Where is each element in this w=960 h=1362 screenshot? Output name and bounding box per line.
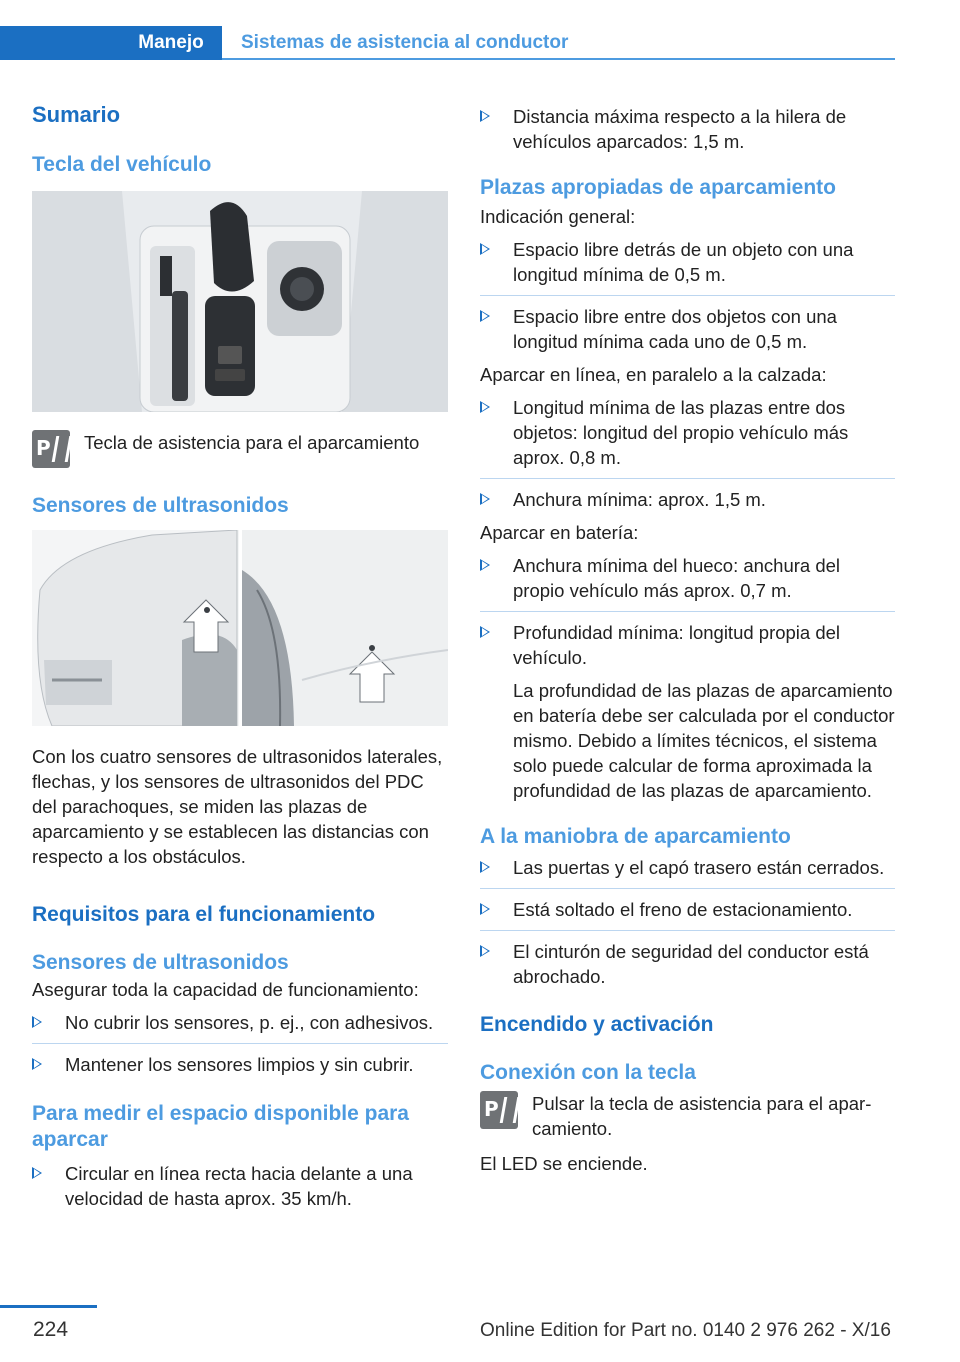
linea-list xyxy=(480,395,895,512)
medir-list xyxy=(32,1161,448,1211)
park-assist-icon: P xyxy=(480,1091,518,1129)
bullet-triangle-icon xyxy=(480,945,490,957)
dist-list xyxy=(480,104,895,154)
page-number: 224 xyxy=(33,1318,69,1341)
bateria-list xyxy=(480,553,895,803)
console-illustration xyxy=(32,191,448,412)
list-item: El cinturón de seguridad del conductor está abrochado. xyxy=(480,939,895,989)
header-chapter-title: Sistemas de asistencia al conductor xyxy=(241,32,569,53)
list-item: Anchura mínima del hueco: anchura del propio vehículo más aprox. 0,7 m. xyxy=(480,553,895,603)
conexion-text: Pulsar la tecla de asistencia para el aparcamiento. xyxy=(532,1093,872,1139)
page-header xyxy=(0,26,895,60)
bullet-triangle-icon xyxy=(480,903,490,915)
heading-requisitos: Requisitos para el funcionamiento xyxy=(32,903,376,926)
tecla-caption: Tecla de asistencia para el aparcamiento xyxy=(84,432,420,453)
tecla-caption-row xyxy=(32,430,448,472)
heading-sumario: Sumario xyxy=(32,102,121,127)
bullet-triangle-icon xyxy=(480,401,490,413)
list-divider xyxy=(480,930,895,931)
general-list xyxy=(480,237,895,354)
sensores-text: Con los cuatro sensores de ultrasonidos laterales, flechas, y los sensores de ultrasonidos del PDC del parachoques, se miden las plazas de aparcamiento y se establecen las distancias con respecto a los obstáculos. xyxy=(32,746,443,867)
sensor-list xyxy=(32,1010,448,1077)
list-item: No cubrir los sensores, p. ej., con adhesivos. xyxy=(32,1010,448,1035)
header-rule xyxy=(222,58,895,60)
header-section-tab: Manejo xyxy=(120,26,222,60)
heading-maniobra: A la maniobra de aparcamiento xyxy=(480,825,791,848)
list-item: Anchura mínima: aprox. 1,5 m. xyxy=(480,487,895,512)
list-divider xyxy=(480,611,895,612)
linea-text: Aparcar en línea, en paralelo a la calzada: xyxy=(480,364,827,385)
bateria-text: Aparcar en batería: xyxy=(480,522,639,543)
heading-sensores: Sensores de ultrasonidos xyxy=(32,494,289,517)
list-divider xyxy=(480,888,895,889)
list-item: Está soltado el freno de estacionamiento. xyxy=(480,897,895,922)
list-item: Distancia máxima respecto a la hilera de vehículos aparcados: 1,5 m. xyxy=(480,104,895,154)
bullet-triangle-icon xyxy=(480,861,490,873)
list-item: Longitud mínima de las plazas entre dos objetos: longitud del propio vehículo más aprox. 0,8 m. xyxy=(480,395,895,470)
heading-medir: Para medir el espacio disponible para aparcar xyxy=(32,1102,409,1151)
heading-plazas: Plazas apropiadas de aparcamiento xyxy=(480,176,836,199)
bullet-triangle-icon xyxy=(32,1167,42,1179)
list-divider xyxy=(480,295,895,296)
bateria-note: La profundidad de las plazas de aparcamiento en batería debe ser calculada por el conductor mismo. Debido a límites técnicos, el sistema solo puede calcular de forma aproximada la profundidad de las plazas de aparcamiento. xyxy=(513,680,895,801)
bullet-triangle-icon xyxy=(32,1058,42,1070)
list-item: Circular en línea recta hacia delante a una velocidad de hasta aprox. 35 km/h. xyxy=(32,1161,448,1211)
left-column xyxy=(32,100,448,1211)
bullet-triangle-icon xyxy=(480,243,490,255)
car-illustration xyxy=(32,530,448,726)
bullet-triangle-icon xyxy=(480,310,490,322)
bullet-triangle-icon xyxy=(480,626,490,638)
conexion-row xyxy=(480,1091,895,1143)
footer-edition: Online Edition for Part no. 0140 2 976 262 - X/16 xyxy=(480,1320,891,1341)
bullet-triangle-icon xyxy=(32,1016,42,1028)
indicacion-text: Indicación general: xyxy=(480,206,636,227)
heading-encendido: Encendido y activación xyxy=(480,1013,714,1036)
list-item: Mantener los sensores limpios y sin cubrir. xyxy=(32,1052,448,1077)
list-item: Espacio libre entre dos objetos con una longitud mínima cada uno de 0,5 m. xyxy=(480,304,895,354)
maniobra-list xyxy=(480,855,895,989)
list-item: Profundidad mínima: longitud propia del vehículo. La profundidad de las plazas de aparcamiento en batería debe ser calculada por el conductor mismo. Debido a límites técnicos, el sistema solo puede calcular de forma aproximada la profundidad de las plazas de aparcamiento. xyxy=(480,620,895,803)
list-divider xyxy=(480,478,895,479)
console-photo xyxy=(32,191,448,412)
heading-conexion: Conexión con la tecla xyxy=(480,1061,696,1084)
list-divider xyxy=(32,1043,448,1044)
car-sensors-photo xyxy=(32,530,448,726)
bullet-triangle-icon xyxy=(480,493,490,505)
park-assist-icon: P xyxy=(32,430,70,468)
led-text: El LED se enciende. xyxy=(480,1153,648,1174)
header-accent-bar xyxy=(0,26,120,60)
bullet-triangle-icon xyxy=(480,559,490,571)
right-column xyxy=(480,104,895,1176)
footer-rule xyxy=(0,1305,97,1308)
heading-tecla: Tecla del vehículo xyxy=(32,153,212,176)
list-item: Las puertas y el capó trasero están cerrados. xyxy=(480,855,895,880)
heading-sensores-2: Sensores de ultrasonidos xyxy=(32,951,289,974)
asegurar-text: Asegurar toda la capacidad de funcionamiento: xyxy=(32,979,419,1000)
bullet-triangle-icon xyxy=(480,110,490,122)
list-item: Espacio libre detrás de un objeto con una longitud mínima de 0,5 m. xyxy=(480,237,895,287)
